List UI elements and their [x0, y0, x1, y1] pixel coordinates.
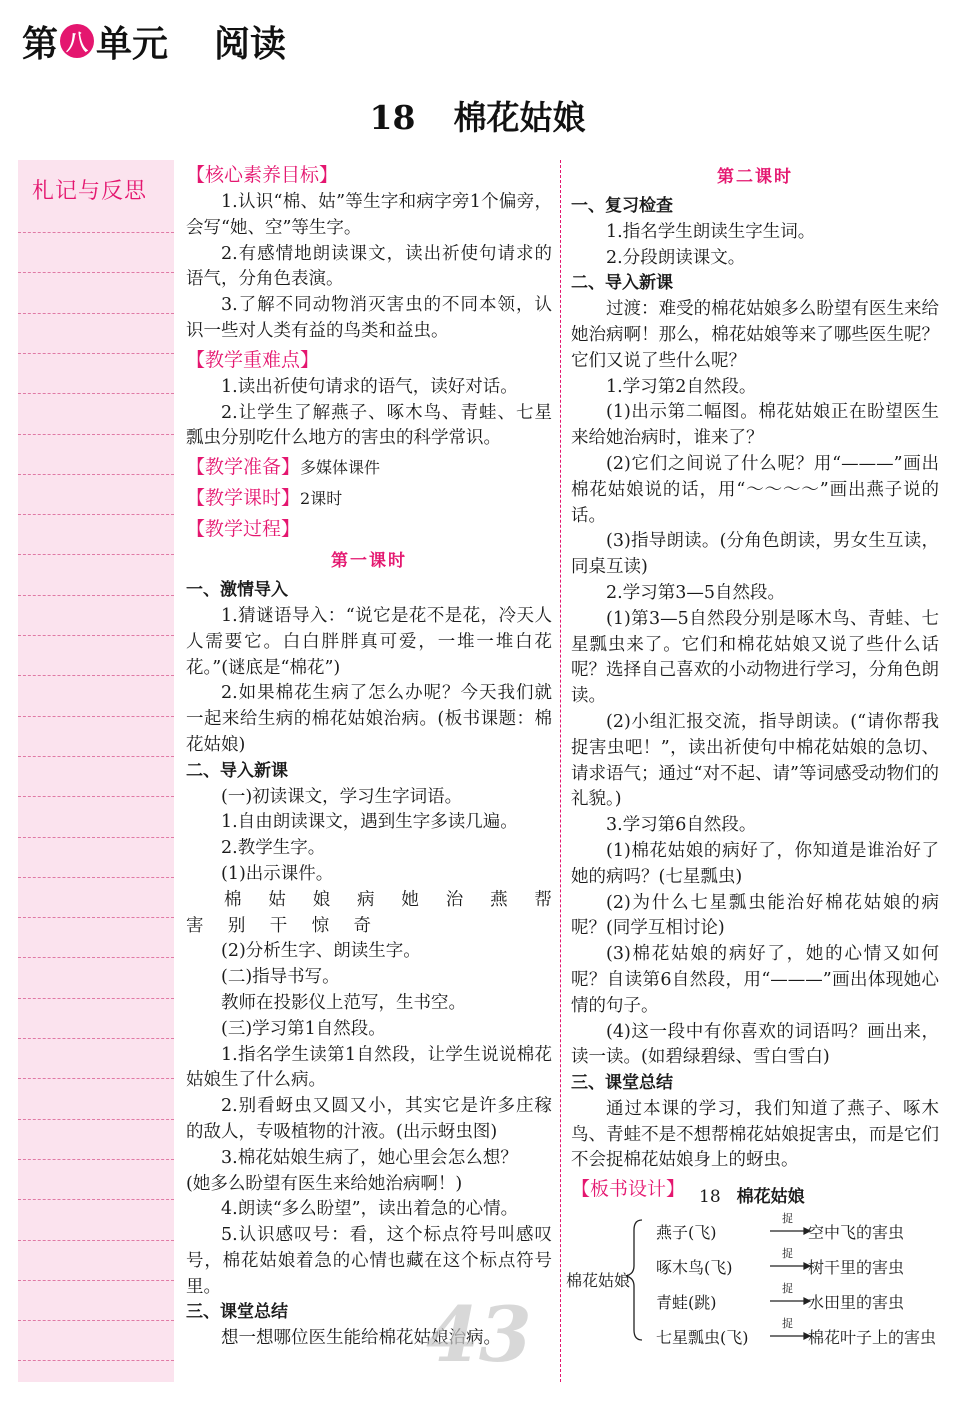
s1-summary-heading: 三、课堂总结 [186, 1302, 288, 1323]
notes-rule-line [18, 1360, 174, 1361]
s1-new-item: 5.认识感叹号：看，这个标点符号叫感叹号，棉花姑娘着急的心情也藏在这个标点符号里。 [186, 1225, 552, 1297]
board-title [699, 1182, 805, 1207]
notes-rule-line [18, 272, 174, 273]
notes-rule-line [18, 434, 174, 435]
s1-new-item: 1.自由朗读课文，遇到生字多读几遍。 [221, 812, 518, 833]
notes-rule-line [18, 675, 174, 676]
notes-rule-line [18, 1320, 174, 1321]
lesson-title [0, 92, 955, 139]
notes-rule-line [18, 998, 174, 999]
review-item: 1.指名学生朗读生字生词。 [606, 221, 816, 242]
notes-rule-line [18, 1199, 174, 1200]
notes-rule-line [18, 1078, 174, 1079]
notes-rule-line [18, 1240, 174, 1241]
s1-new-item: 1.指名学生读第1自然段，让学生说说棉花姑娘生了什么病。 [186, 1044, 552, 1091]
char: 惊 [311, 915, 330, 936]
board-catch-label: 捉 [782, 1282, 793, 1295]
session-2-title: 第二课时 [717, 167, 793, 187]
s2-new-item: 3.学习第6自然段。 [606, 815, 757, 836]
board-animal: 青蛙(跳) [656, 1293, 717, 1312]
board-tag: 【板书设计】 [571, 1178, 686, 1201]
char: 别 [227, 915, 246, 936]
goal-item: 1.认识“棉、姑”等生字和病字旁1个偏旁，会写“她、空”等生字。 [186, 192, 552, 238]
keypoints-tag: 【教学重难点】 [186, 348, 320, 371]
board-animal: 七星瓢虫(飞) [656, 1328, 749, 1347]
column-divider [560, 160, 561, 1382]
s2-new-item: 1.学习第2自然段。 [606, 376, 757, 397]
hours-line [186, 483, 552, 514]
board-target: 空中飞的害虫 [808, 1223, 905, 1242]
notes-rule-line [18, 1159, 174, 1160]
char: 燕 [490, 889, 508, 910]
goal-item: 3.了解不同动物消灭害虫的不同本领，认识一些对人类有益的鸟类和益虫。 [186, 295, 552, 341]
char: 治 [445, 889, 464, 910]
char: 干 [269, 915, 288, 936]
s1-new-item: 2.教学生字。 [221, 838, 326, 859]
unit-prefix: 第 [22, 23, 59, 65]
board-animal: 啄木鸟(飞) [656, 1258, 733, 1277]
notes-rule-line [18, 554, 174, 555]
char: 帮 [534, 889, 552, 910]
board-catch-label: 捉 [782, 1212, 793, 1225]
s2-new-item: (1)出示第二幅图。棉花姑娘正在盼望医生来给她治病时，谁来了？ [571, 402, 939, 449]
board-design [564, 1180, 949, 1350]
char: 害 [186, 915, 204, 936]
s2-new-item: (1)第3—5自然段分别是啄木鸟、青蛙、七星瓢虫来了。它们和棉花姑娘又说了些什么话呢？选择自己喜欢的小动物进行学习，分角色朗读。 [571, 608, 939, 707]
s2-new-item: (2)小组汇报交流，指导朗读。(“请你帮我捉害虫吧！”，读出祈使句中棉花姑娘的急切、请求语气；通过“对不起、请”等词感受动物们的礼貌。) [571, 711, 939, 810]
section-label: 阅读 [214, 23, 287, 65]
notes-rule-line [18, 877, 174, 878]
new-chars-row-2 [186, 914, 371, 940]
char: 姑 [268, 889, 286, 910]
unit-header [22, 18, 286, 64]
right-column [571, 160, 939, 1204]
notes-rule-line [18, 595, 174, 596]
char: 棉 [224, 889, 242, 910]
board-target: 水田里的害虫 [808, 1293, 905, 1312]
prep-text: 多媒体课件 [300, 458, 381, 478]
s2-new-item: (2)它们之间说了什么呢？用“———”画出棉花姑娘说的话，用“～～～～”画出燕子说的话。 [571, 453, 939, 526]
hours-tag: 【教学课时】 [186, 487, 301, 510]
notes-rule-line [18, 1280, 174, 1281]
hours-text: 2课时 [300, 489, 343, 509]
s2-new-item: (3)指导朗读。(分角色朗读，男女生互读，同桌互读) [571, 531, 939, 578]
lesson-number: 18 [369, 98, 416, 137]
process-tag: 【教学过程】 [186, 518, 301, 541]
s1-new-note: (她多么盼望有医生来给她治病啊！) [186, 1173, 463, 1194]
notes-rule-line [18, 313, 174, 314]
unit-number-badge: 八 [60, 24, 94, 58]
s2-new-item: 过渡：难受的棉花姑娘多么盼望有医生来给她治病啊！那么，棉花姑娘等来了哪些医生呢？它们又说了些什么呢？ [571, 299, 939, 371]
goal-item: 2.有感情地朗读课文，读出祈使句请求的语气，分角色表演。 [186, 243, 552, 290]
notes-rule-line [18, 957, 174, 958]
prep-tag: 【教学准备】 [186, 456, 301, 479]
s2-summary-heading: 三、课堂总结 [571, 1073, 673, 1094]
s1-new-item: (一)初读课文，学习生字词语。 [221, 786, 463, 807]
s1-new-heading: 二、导入新课 [186, 760, 288, 781]
review-heading: 一、复习检查 [571, 196, 673, 216]
unit-suffix: 单元 [96, 23, 169, 65]
board-catch-label: 捉 [782, 1317, 793, 1330]
char: 奇 [353, 915, 371, 936]
s1-new-item: (三)学习第1自然段。 [221, 1018, 386, 1039]
s1-new-item: 4.朗读“多么盼望”，读出着急的心情。 [221, 1199, 519, 1220]
board-target: 树干里的害虫 [808, 1258, 905, 1277]
prep-line [186, 452, 552, 483]
s2-new-item: (2)为什么七星瓢虫能治好棉花姑娘的病呢？(同学互相讨论) [571, 892, 939, 939]
s1-intro-item: 1.猜谜语导入：“说它是花不是花，冷天人人需要它。白白胖胖真可爱，一堆一堆白花花。”(谜底是“棉花”) [186, 605, 552, 678]
s2-new-item: (3)棉花姑娘的病好了，她的心情又如何呢？自读第6自然段，用“———”画出体现她心情的句子。 [571, 944, 939, 1016]
s2-new-item: 2.学习第3—5自然段。 [606, 582, 785, 603]
s1-new-item: 2.别看蚜虫又圆又小，其实它是许多庄稼的敌人，专吸植物的汁液。(出示蚜虫图) [186, 1096, 552, 1142]
review-item: 2.分段朗读课文。 [606, 247, 746, 268]
notes-sidebar-title: 札记与反思 [32, 179, 148, 204]
notes-rule-line [18, 756, 174, 757]
notes-rule-line [18, 1119, 174, 1120]
notes-rule-line [18, 917, 174, 918]
notes-sidebar [18, 160, 174, 1382]
s1-new-item: 3.棉花姑娘生病了，她心里会怎么想？ [221, 1147, 518, 1168]
s2-summary: 通过本课的学习，我们知道了燕子、啄木鸟、青蛙不是不想帮棉花姑娘捉害虫，而是它们不会捉棉花姑娘身上的蚜虫。 [571, 1098, 939, 1171]
board-target: 棉花叶子上的害虫 [808, 1328, 937, 1347]
keypoint-item: 1.读出祈使句请求的语气，读好对话。 [221, 376, 518, 397]
board-number: 18 [699, 1187, 721, 1207]
s1-intro-heading: 一、激情导入 [186, 580, 288, 601]
s1-new-item: (2)分析生字、朗读生字。 [221, 941, 421, 962]
goals-tag: 【核心素养目标】 [186, 164, 339, 186]
left-column [186, 160, 552, 1352]
board-animal: 燕子(飞) [656, 1223, 717, 1242]
s2-new-item: (1)棉花姑娘的病好了，你知道是谁治好了她的病吗？(七星瓢虫) [571, 840, 939, 887]
keypoint-item: 2.让学生了解燕子、啄木鸟、青蛙、七星瓢虫分别吃什么地方的害虫的科学常识。 [186, 402, 552, 449]
notes-rule-line [18, 232, 174, 233]
notes-rule-line [18, 635, 174, 636]
new-chars-row-1 [186, 888, 552, 914]
notes-rule-line [18, 353, 174, 354]
notes-rule-line [18, 796, 174, 797]
s2-new-item: (4)这一段中有你喜欢的词语吗？画出来，读一读。(如碧绿碧绿、雪白雪白) [571, 1021, 939, 1068]
s1-new-item: 教师在投影仪上范写，生书空。 [221, 992, 466, 1013]
notes-rule-line [18, 514, 174, 515]
s2-new-heading: 二、导入新课 [571, 273, 673, 294]
s1-intro-item: 2.如果棉花生病了怎么办呢？今天我们就一起来给生病的棉花姑娘治病。(板书课题：棉花姑娘) [186, 683, 552, 755]
board-title-text: 棉花姑娘 [736, 1187, 805, 1207]
lesson-name: 棉花姑娘 [453, 98, 586, 137]
notes-rule-line [18, 474, 174, 475]
board-catch-label: 捉 [782, 1247, 793, 1260]
notes-rule-line [18, 393, 174, 394]
char: 病 [357, 889, 375, 910]
notes-rule-line [18, 716, 174, 717]
page-number: 43 [426, 1290, 532, 1379]
char: 她 [401, 889, 419, 910]
s1-summary: 想一想哪位医生能给棉花姑娘治病。 [221, 1328, 501, 1349]
s1-new-item: (二)指导书写。 [221, 967, 340, 988]
session-1-title: 第一课时 [331, 551, 407, 572]
char: 娘 [312, 889, 331, 910]
notes-rule-line [18, 837, 174, 838]
notes-rule-line [18, 1038, 174, 1039]
board-root: 棉花姑娘 [566, 1271, 631, 1290]
s1-new-item: (1)出示课件。 [221, 863, 334, 884]
